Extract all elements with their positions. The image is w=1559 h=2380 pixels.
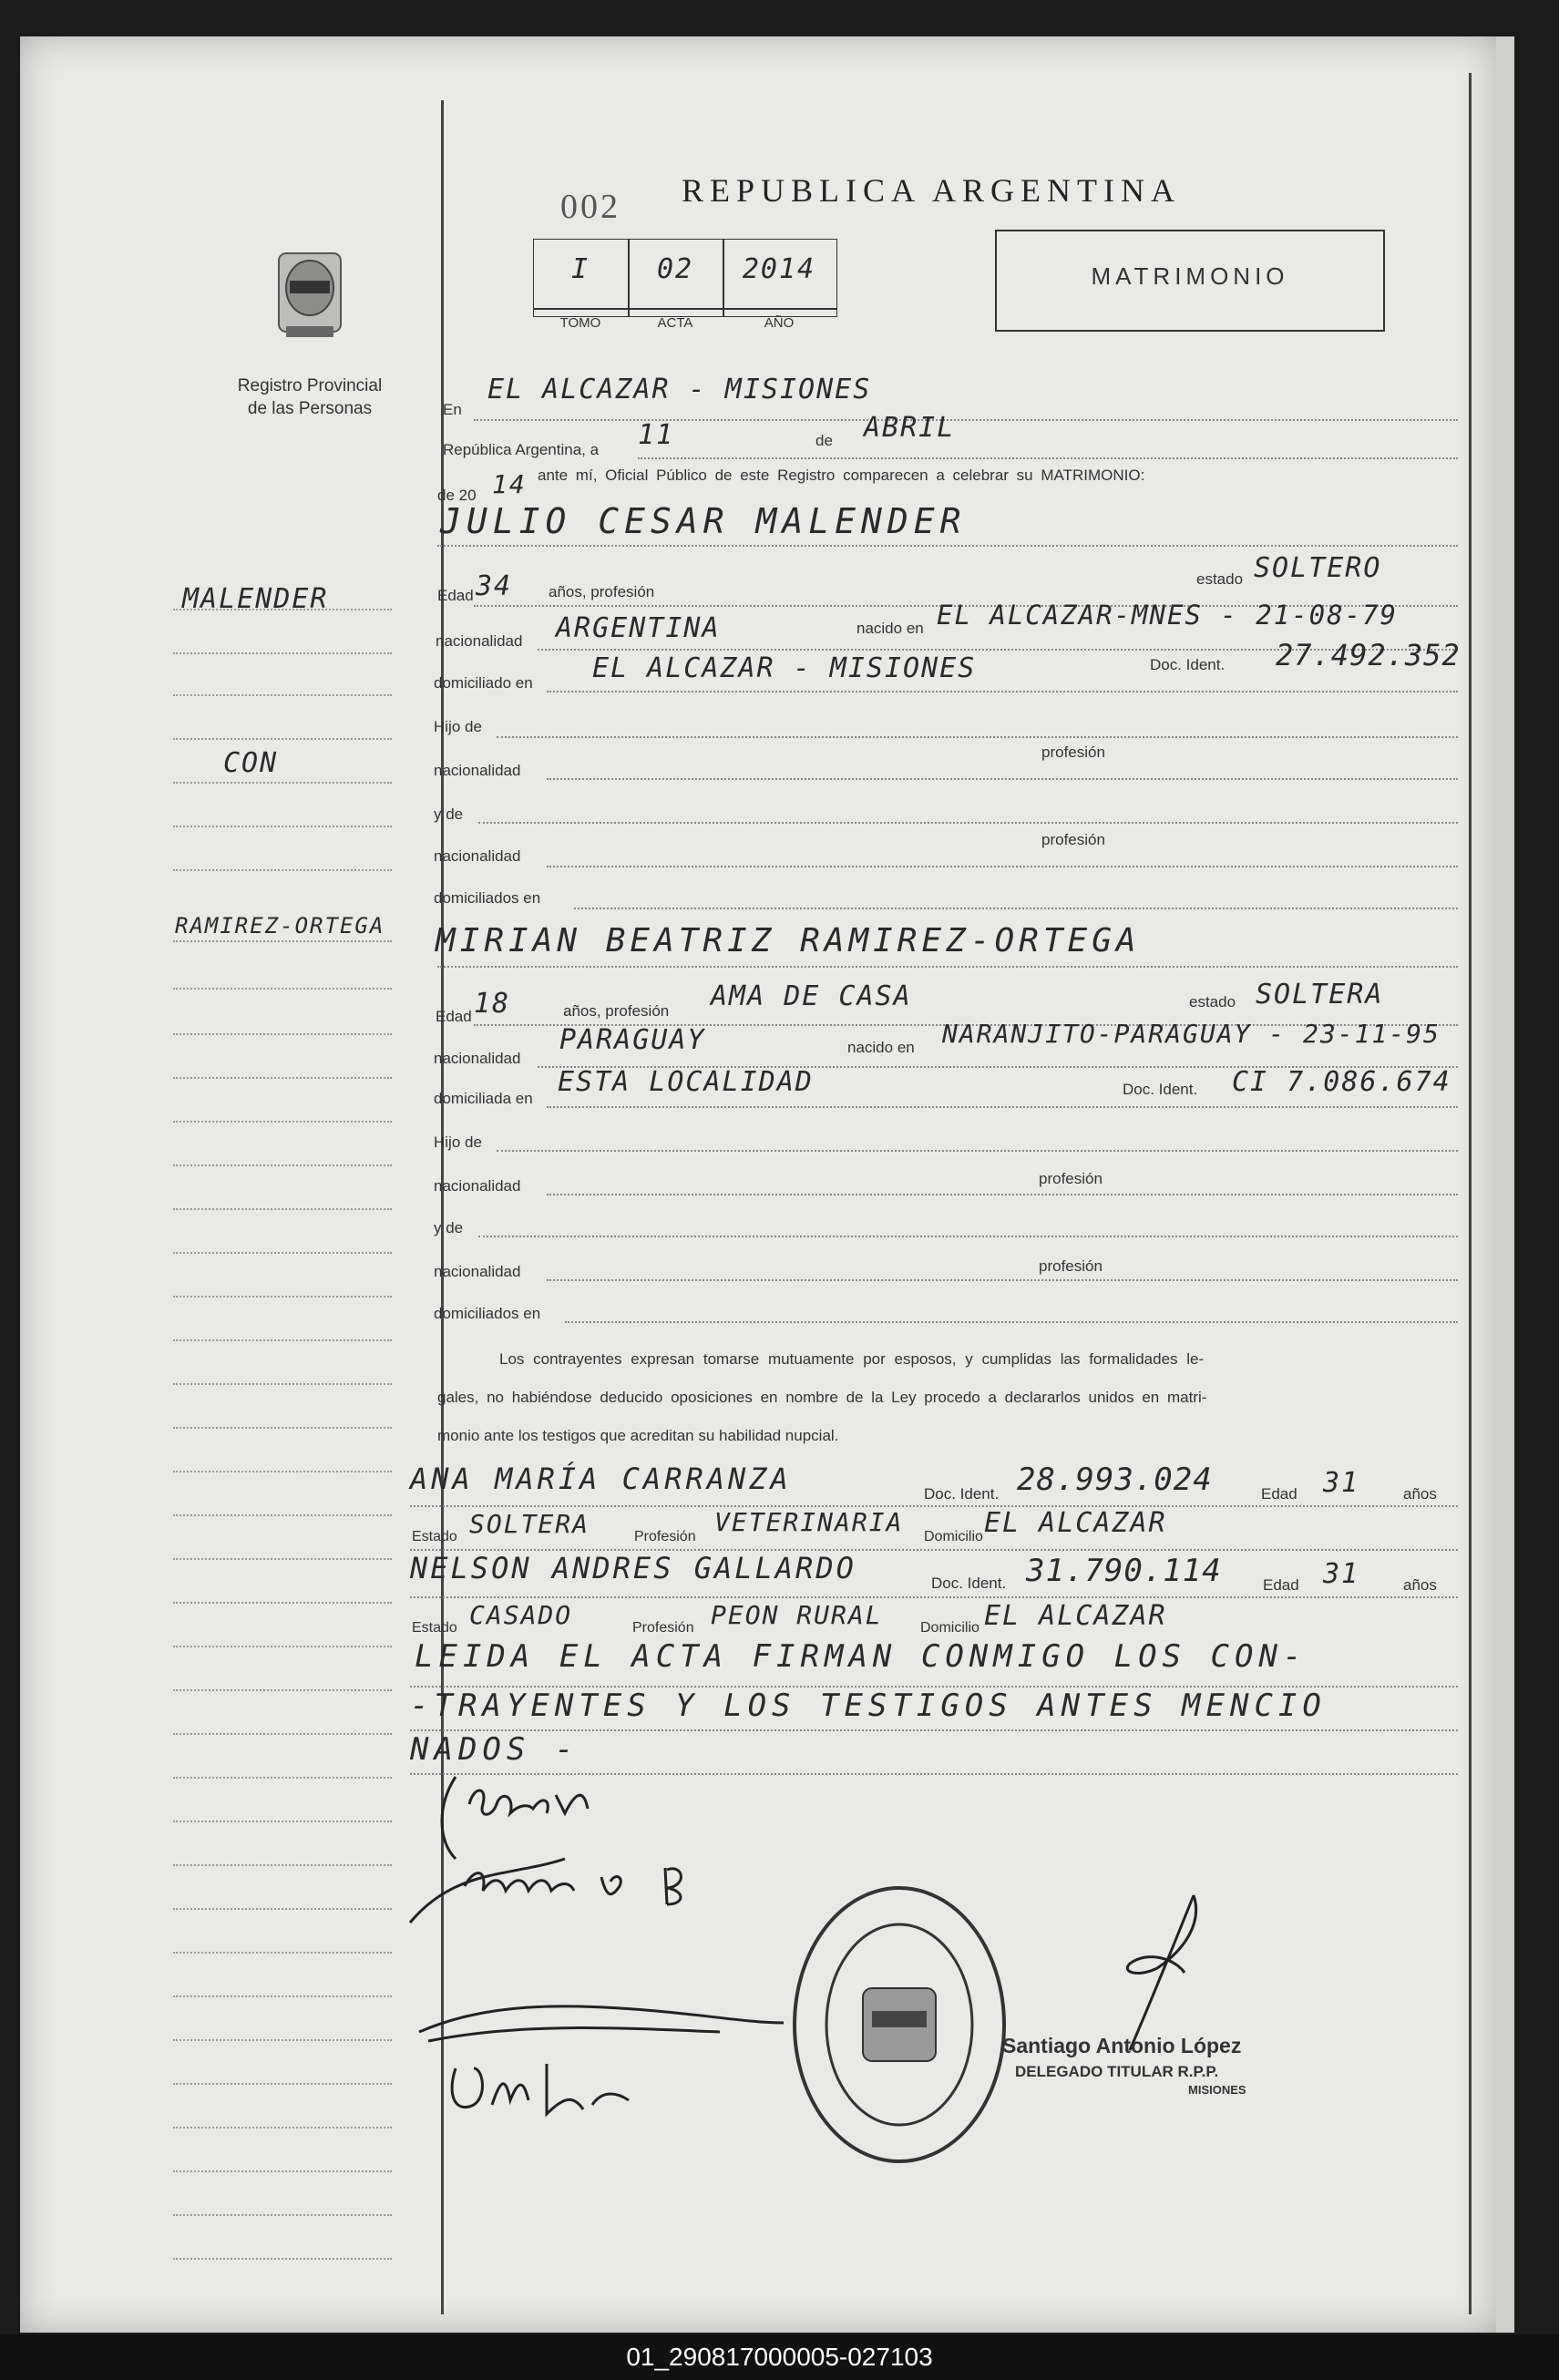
official-title: DELEGADO TITULAR R.P.P. bbox=[1015, 2063, 1219, 2080]
dotted-rule bbox=[410, 1596, 1458, 1599]
witness-2-domicilio-label: Domicilio bbox=[920, 1620, 980, 1636]
witness-signature-2 bbox=[437, 2050, 638, 2132]
dotted-rule bbox=[437, 966, 1458, 969]
margin-con: CON bbox=[223, 747, 279, 779]
margin-rule bbox=[173, 2214, 392, 2217]
witness-1-civil-status: SOLTERA bbox=[469, 1509, 590, 1539]
bride-anos-profesion-label: años, profesión bbox=[563, 1002, 670, 1020]
bride-mother-profession-label: profesión bbox=[1039, 1257, 1103, 1275]
witness-2-edad-label: Edad bbox=[1263, 1576, 1299, 1594]
bride-address: ESTA LOCALIDAD bbox=[558, 1066, 814, 1098]
groom-nationality: ARGENTINA bbox=[556, 612, 721, 644]
groom-hijo-label: Hijo de bbox=[434, 718, 482, 735]
margin-rule bbox=[173, 1164, 392, 1167]
bride-yde-label: y de bbox=[434, 1219, 464, 1236]
groom-doc-label: Doc. Ident. bbox=[1150, 656, 1226, 673]
margin-rule bbox=[173, 1646, 392, 1648]
bride-document: CI 7.086.674 bbox=[1232, 1066, 1451, 1098]
groom-birthplace: EL ALCAZAR-MNES - 21-08-79 bbox=[937, 600, 1398, 631]
witness-2-estado-label: Estado bbox=[412, 1620, 457, 1636]
groom-nacido-label: nacido en bbox=[856, 620, 924, 637]
groom-domiciliado-label: domiciliado en bbox=[434, 674, 533, 692]
margin-rule bbox=[173, 2170, 392, 2173]
right-border-line bbox=[1469, 73, 1472, 2314]
margin-rule bbox=[173, 652, 392, 655]
margin-rule bbox=[173, 1733, 392, 1736]
declaration-line-2: gales, no habiéndose deducido oposiciones en nombre de la Ley procedo a declararlos unidos en matri- bbox=[437, 1389, 1207, 1406]
groom-document: 27.492.352 bbox=[1276, 638, 1461, 672]
witness-2-document: 31.790.114 bbox=[1026, 1553, 1222, 1589]
dotted-rule bbox=[547, 1279, 1458, 1282]
witness-2-profession: PEON RURAL bbox=[711, 1600, 883, 1630]
margin-rule bbox=[173, 609, 392, 611]
oficial-text: ante mí, Oficial Público de este Registro comparecen a celebrar su MATRIMONIO: bbox=[538, 467, 1145, 484]
witness-1-document: 28.993.024 bbox=[1017, 1462, 1213, 1498]
groom-domiciliados-label: domiciliados en bbox=[434, 889, 541, 907]
dotted-rule bbox=[574, 908, 1458, 910]
year-value: 14 bbox=[492, 469, 527, 499]
bride-doc-label: Doc. Ident. bbox=[1123, 1081, 1198, 1098]
witness-2-profesion-label: Profesión bbox=[632, 1620, 694, 1636]
witness-2-anos-label: años bbox=[1403, 1576, 1437, 1594]
bride-domiciliada-label: domiciliada en bbox=[434, 1090, 533, 1107]
margin-rule bbox=[173, 869, 392, 872]
witness-1-profession: VETERINARIA bbox=[714, 1507, 904, 1537]
margin-rule bbox=[173, 1777, 392, 1780]
margin-rule bbox=[173, 2258, 392, 2261]
bride-signature bbox=[456, 1850, 747, 1923]
declaration-line-1: Los contrayentes expresan tomarse mutuamente por esposos, y cumplidas las formalidades le- bbox=[499, 1350, 1205, 1368]
dotted-rule bbox=[478, 822, 1458, 825]
margin-rule bbox=[173, 782, 392, 785]
margin-rule bbox=[173, 1602, 392, 1605]
margin-rule bbox=[173, 1908, 392, 1911]
witness-2-name: NELSON ANDRES GALLARDO bbox=[410, 1551, 856, 1585]
ano-value: 2014 bbox=[742, 253, 816, 285]
bride-nationality: PARAGUAY bbox=[559, 1024, 706, 1056]
groom-nacionalidad-label: nacionalidad bbox=[436, 632, 523, 650]
witness-1-doc-label: Doc. Ident. bbox=[924, 1485, 1000, 1503]
margin-rule bbox=[173, 1471, 392, 1473]
de-20-label: de 20 bbox=[437, 487, 477, 504]
day-value: 11 bbox=[638, 419, 675, 451]
registry-name-line1: Registro Provincial bbox=[237, 376, 383, 395]
act-type: MATRIMONIO bbox=[1091, 262, 1289, 290]
margin-rule bbox=[173, 1427, 392, 1430]
margin-rule bbox=[173, 1121, 392, 1123]
margin-surname-1: MALENDER bbox=[182, 583, 329, 615]
groom-estado-label: estado bbox=[1196, 570, 1244, 588]
groom-name: JULIO CESAR MALENDER bbox=[440, 501, 967, 541]
bride-estado-label: estado bbox=[1189, 993, 1236, 1010]
groom-civil-status: SOLTERO bbox=[1254, 552, 1382, 584]
margin-rule bbox=[173, 1208, 392, 1211]
witness-1-name: ANA MARÍA CARRANZA bbox=[410, 1462, 792, 1496]
bride-profession: AMA DE CASA bbox=[711, 980, 912, 1012]
groom-father-profession-label: profesión bbox=[1041, 744, 1105, 761]
margin-rule bbox=[173, 2083, 392, 2086]
tomo-label: TOMO bbox=[559, 315, 601, 331]
bride-birthplace: NARANJITO-PARAGUAY - 23-11-95 bbox=[942, 1019, 1441, 1049]
bride-edad-label: Edad bbox=[436, 1008, 472, 1025]
margin-surname-2: RAMIREZ-ORTEGA bbox=[175, 913, 385, 939]
dotted-rule bbox=[547, 866, 1458, 868]
country-title: REPUBLICA ARGENTINA bbox=[682, 172, 1182, 209]
margin-rule bbox=[173, 1864, 392, 1867]
witness-2-address: EL ALCAZAR bbox=[984, 1600, 1167, 1632]
margin-rule bbox=[173, 1952, 392, 1954]
witness-1-profesion-label: Profesión bbox=[634, 1529, 696, 1544]
table-divider bbox=[533, 308, 837, 310]
en-label: En bbox=[443, 401, 462, 418]
official-name: Santiago Antonio López bbox=[1002, 2034, 1242, 2057]
bride-nacionalidad-label: nacionalidad bbox=[434, 1050, 521, 1067]
registry-stamp-icon bbox=[785, 1879, 1013, 2170]
bride-hijo-label: Hijo de bbox=[434, 1134, 482, 1151]
dotted-rule bbox=[547, 1194, 1458, 1196]
groom-edad-label: Edad bbox=[437, 587, 474, 604]
closing-line-2: -TRAYENTES Y LOS TESTIGOS ANTES MENCIO bbox=[410, 1688, 1327, 1724]
margin-rule bbox=[173, 2039, 392, 2042]
groom-anos-profesion-label: años, profesión bbox=[549, 583, 655, 600]
place-value: EL ALCAZAR - MISIONES bbox=[487, 374, 872, 405]
dotted-rule bbox=[497, 736, 1458, 739]
acta-value: 02 bbox=[656, 253, 694, 285]
dotted-rule bbox=[497, 1150, 1458, 1153]
dotted-rule bbox=[410, 1729, 1458, 1732]
margin-line bbox=[441, 100, 444, 2314]
dotted-rule bbox=[547, 1106, 1458, 1109]
witness-1-address: EL ALCAZAR bbox=[984, 1507, 1167, 1539]
margin-rule bbox=[173, 940, 392, 943]
margin-rule bbox=[173, 694, 392, 697]
bride-nacido-label: nacido en bbox=[847, 1039, 915, 1056]
groom-age: 34 bbox=[476, 570, 513, 602]
dotted-rule bbox=[565, 1321, 1458, 1324]
margin-rule bbox=[173, 826, 392, 828]
groom-father-nationality-label: nacionalidad bbox=[434, 762, 521, 779]
dotted-rule bbox=[437, 545, 1458, 548]
margin-rule bbox=[173, 1296, 392, 1298]
dotted-rule bbox=[410, 1505, 1458, 1508]
page-edge bbox=[1496, 36, 1514, 2333]
official-province: MISIONES bbox=[1188, 2083, 1246, 2097]
bride-father-nationality-label: nacionalidad bbox=[434, 1177, 521, 1195]
witness-1-estado-label: Estado bbox=[412, 1529, 457, 1544]
coat-of-arms-icon bbox=[266, 248, 354, 343]
margin-rule bbox=[173, 738, 392, 741]
dotted-rule bbox=[410, 1686, 1458, 1688]
registry-name-line2: de las Personas bbox=[247, 399, 373, 418]
witness-1-domicilio-label: Domicilio bbox=[924, 1529, 983, 1544]
bride-civil-status: SOLTERA bbox=[1256, 979, 1384, 1010]
act-number: 002 bbox=[560, 188, 621, 226]
witness-2-doc-label: Doc. Ident. bbox=[931, 1575, 1007, 1592]
bride-father-profession-label: profesión bbox=[1039, 1170, 1103, 1187]
margin-rule bbox=[173, 1514, 392, 1517]
groom-mother-profession-label: profesión bbox=[1041, 831, 1105, 848]
tomo-value: I bbox=[570, 253, 590, 285]
witness-1-edad-label: Edad bbox=[1261, 1485, 1297, 1503]
groom-address: EL ALCAZAR - MISIONES bbox=[592, 652, 977, 684]
dotted-rule bbox=[478, 1236, 1458, 1238]
margin-rule bbox=[173, 988, 392, 990]
closing-line-3: NADOS - bbox=[410, 1731, 579, 1768]
closing-line-1: LEIDA EL ACTA FIRMAN CONMIGO LOS CON- bbox=[415, 1638, 1308, 1675]
month-value: ABRIL bbox=[864, 412, 956, 444]
dotted-rule bbox=[474, 419, 1458, 422]
witness-signature-1 bbox=[410, 1986, 793, 2059]
declaration-line-3: monio ante los testigos que acreditan su habilidad nupcial. bbox=[437, 1427, 839, 1444]
bride-mother-nationality-label: nacionalidad bbox=[434, 1263, 521, 1280]
witness-2-age: 31 bbox=[1323, 1558, 1360, 1590]
groom-yde-label: y de bbox=[434, 805, 464, 823]
witness-1-age: 31 bbox=[1323, 1467, 1360, 1499]
margin-rule bbox=[173, 1383, 392, 1386]
margin-rule bbox=[173, 1821, 392, 1823]
margin-rule bbox=[173, 1033, 392, 1036]
ano-label: AÑO bbox=[764, 315, 795, 331]
file-name-bar: 01_290817000005-027103 bbox=[0, 2334, 1559, 2380]
margin-rule bbox=[173, 1689, 392, 1692]
dotted-rule bbox=[547, 691, 1458, 693]
dotted-rule bbox=[638, 457, 1458, 460]
groom-mother-nationality-label: nacionalidad bbox=[434, 847, 521, 865]
margin-rule bbox=[173, 1558, 392, 1561]
bride-name: MIRIAN BEATRIZ RAMIREZ-ORTEGA bbox=[436, 922, 1141, 959]
margin-rule bbox=[173, 1339, 392, 1342]
de-label: de bbox=[815, 432, 833, 449]
acta-label: ACTA bbox=[657, 315, 693, 331]
witness-1-anos-label: años bbox=[1403, 1485, 1437, 1503]
witness-2-civil-status: CASADO bbox=[469, 1600, 573, 1630]
bride-domiciliados-label: domiciliados en bbox=[434, 1305, 541, 1322]
margin-rule bbox=[173, 1252, 392, 1255]
bride-age: 18 bbox=[474, 988, 511, 1020]
dotted-rule bbox=[547, 778, 1458, 781]
margin-rule bbox=[173, 1077, 392, 1080]
margin-rule bbox=[173, 1995, 392, 1998]
republica-label: República Argentina, a bbox=[443, 441, 600, 458]
margin-rule bbox=[173, 2127, 392, 2129]
